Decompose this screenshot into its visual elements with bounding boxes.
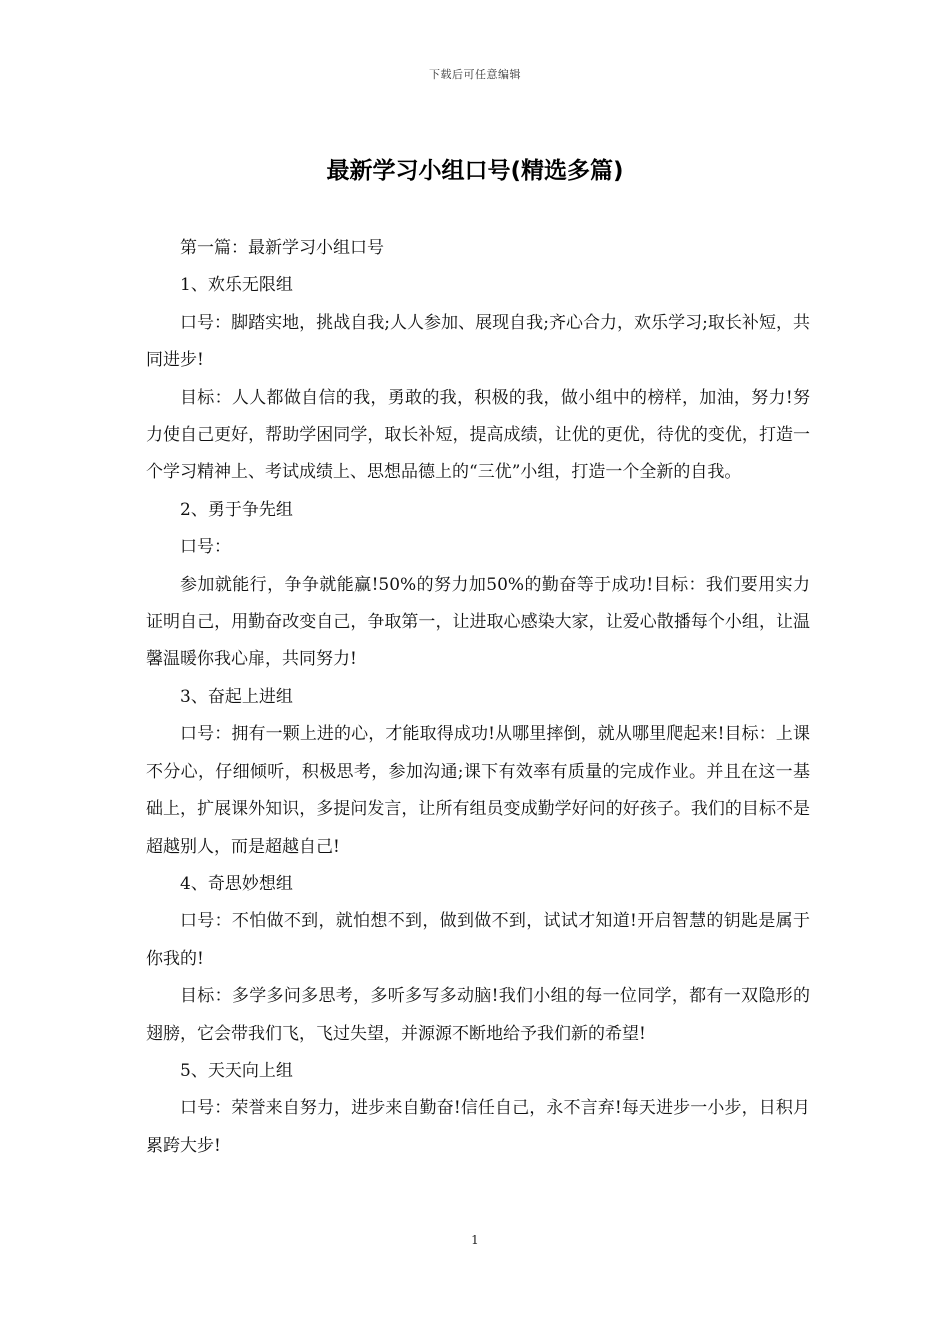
group-heading: 5、天天向上组	[180, 1060, 293, 1081]
slogan-paragraph: 口号：拥有一颗上进的心，才能取得成功!从哪里摔倒，就从哪里爬起来!目标：上课不分心，仔细倾听，积极思考，参加沟通;课下有效率有质量的完成作业。并且在这一基础上，扩展课外知识，多提问发言，让所有组员变成勤学好问的好孩子。我们的目标不是超越别人，而是超越自己!	[146, 724, 810, 857]
group-heading: 1、欢乐无限组	[180, 275, 293, 296]
document-body	[146, 230, 810, 1165]
header-note: 下载后可任意编辑	[429, 68, 521, 81]
goal-paragraph: 目标：人人都做自信的我，勇敢的我，积极的我，做小组中的榜样，加油，努力!努力使自己更好，帮助学困同学，取长补短，提高成绩，让优的更优，待优的变优，打造一个学习精神上、考试成绩上、思想品德上的“三优”小组，打造一个全新的自我。	[146, 387, 810, 483]
slogan-paragraph: 口号：脚踏实地，挑战自我;人人参加、展现自我;齐心合力，欢乐学习;取长补短，共同进步!	[146, 312, 810, 371]
section-heading: 第一篇：最新学习小组口号	[180, 238, 384, 258]
slogan-paragraph: 口号：不怕做不到，就怕想不到，做到做不到，试试才知道!开启智慧的钥匙是属于你我的!	[146, 911, 810, 969]
slogan-paragraph: 口号：荣誉来自努力，进步来自勤奋!信任自己，永不言弃!每天进步一小步，日积月累跨大步!	[146, 1098, 810, 1156]
page-title: 最新学习小组口号(精选多篇)	[326, 158, 624, 184]
group-heading: 2、勇于争先组	[180, 499, 293, 520]
group-heading: 4、奇思妙想组	[180, 873, 293, 894]
goal-paragraph: 目标：多学多问多思考，多听多写多动脑!我们小组的每一位同学，都有一双隐形的翅膀，它会带我们飞，飞过失望，并源源不断地给予我们新的希望!	[146, 986, 810, 1044]
page-number: 1	[471, 1233, 479, 1247]
slogan-paragraph: 参加就能行，争争就能赢!50%的努力加50%的勤奋等于成功!目标：我们要用实力证明自己，用勤奋改变自己，争取第一，让进取心感染大家，让爱心散播每个小组，让温馨温暖你我心扉，共同努力!	[146, 574, 810, 670]
slogan-label: 口号：	[180, 537, 231, 558]
group-heading: 3、奋起上进组	[180, 686, 293, 707]
